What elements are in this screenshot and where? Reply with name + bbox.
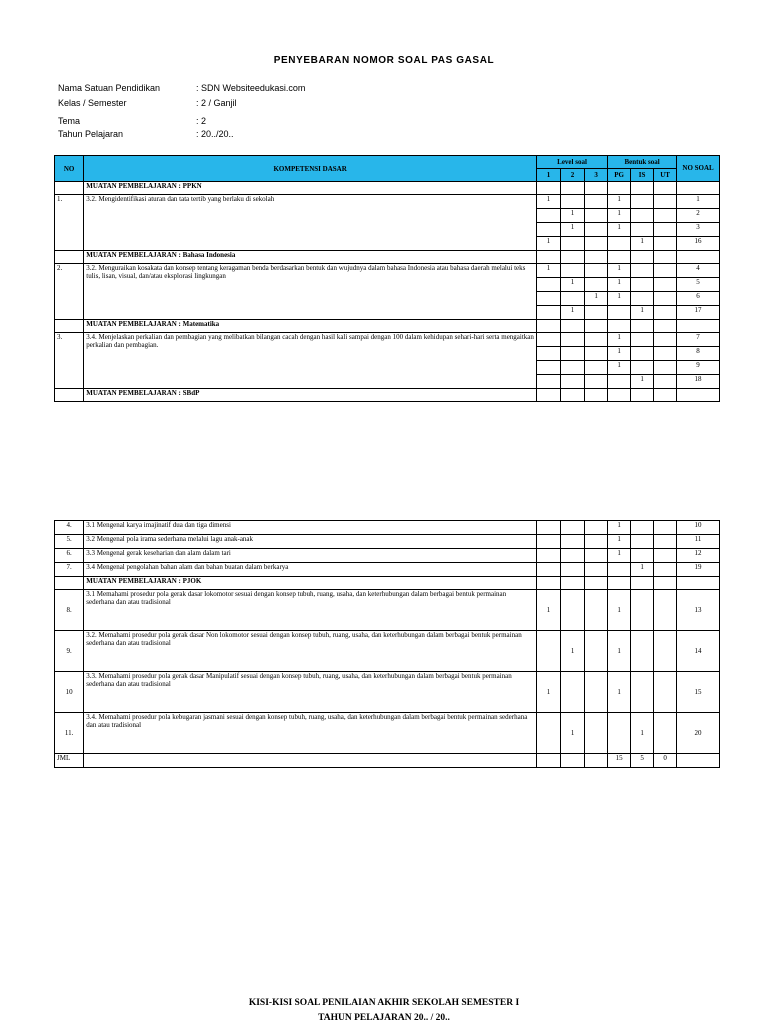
question-number: 11 bbox=[677, 535, 720, 549]
kd-text: 3.3. Memahami prosedur pola gerak dasar Manipulatif sesuai dengan konsep tubuh, ruang, usaha, dan keterhubungan dalam berbagai bentuk permainan sederhana dan atau tradisional bbox=[84, 672, 537, 713]
cell-value: 1 bbox=[608, 264, 631, 278]
table-row bbox=[55, 333, 720, 347]
cell-value: 1 bbox=[608, 223, 631, 237]
page-title: PENYEBARAN NOMOR SOAL PAS GASAL bbox=[273, 55, 495, 66]
cell-value: 1 bbox=[561, 209, 585, 223]
cell-value: 1 bbox=[536, 195, 560, 209]
kd-text: 3.3 Mengenal gerak keseharian dan alam dalam tari bbox=[84, 549, 537, 563]
cell-value: 1 bbox=[561, 631, 585, 672]
col-ut: UT bbox=[654, 169, 677, 182]
meta-value: : 2 bbox=[196, 116, 207, 126]
distribution-table-top bbox=[54, 155, 720, 402]
question-number: 3 bbox=[677, 223, 720, 237]
col-level-2: 2 bbox=[561, 169, 585, 182]
cell-value: 1 bbox=[608, 361, 631, 375]
question-number: 14 bbox=[677, 631, 720, 672]
question-number: 15 bbox=[677, 672, 720, 713]
row-number: 5. bbox=[55, 535, 84, 549]
row-number: 7. bbox=[55, 563, 84, 577]
question-number: 13 bbox=[677, 590, 720, 631]
col-pg: PG bbox=[608, 169, 631, 182]
meta-value: : SDN Websiteedukasi.com bbox=[196, 83, 306, 93]
table-row bbox=[55, 195, 720, 209]
section-row bbox=[55, 182, 720, 195]
question-number: 16 bbox=[677, 237, 720, 251]
row-number: 4. bbox=[55, 521, 84, 535]
total-ut: 0 bbox=[654, 754, 677, 768]
question-number: 8 bbox=[677, 347, 720, 361]
meta-value: : 2 / Ganjil bbox=[196, 98, 237, 108]
cell-value: 1 bbox=[631, 375, 654, 389]
meta-label: Tahun Pelajaran bbox=[58, 129, 124, 139]
cell-value: 1 bbox=[608, 195, 631, 209]
cell-value: 1 bbox=[631, 306, 654, 320]
total-label: JML bbox=[55, 754, 84, 768]
row-number: 6. bbox=[55, 549, 84, 563]
cell-value: 1 bbox=[608, 347, 631, 361]
total-pg: 15 bbox=[608, 754, 631, 768]
section-title: MUATAN PEMBELAJARAN : Bahasa Indonesia bbox=[84, 251, 537, 264]
cell-value: 1 bbox=[608, 535, 631, 549]
cell-value: 1 bbox=[608, 672, 631, 713]
cell-value: 1 bbox=[536, 264, 560, 278]
kd-text: 3.2. Memahami prosedur pola gerak dasar Non lokomotor sesuai dengan konsep tubuh, ruang, usaha, dan keterhubungan dalam berbagai bentuk permainan sederhana dan atau tradisional bbox=[84, 631, 537, 672]
question-number: 12 bbox=[677, 549, 720, 563]
cell-value: 1 bbox=[608, 590, 631, 631]
cell-value: 1 bbox=[608, 521, 631, 535]
section-title: MUATAN PEMBELAJARAN : Matematika bbox=[84, 320, 537, 333]
section-title: MUATAN PEMBELAJARAN : PPKN bbox=[84, 182, 537, 195]
total-is: 5 bbox=[631, 754, 654, 768]
kd-text: 3.2. Mengidentifikasi aturan dan tata tertib yang berlaku di sekolah bbox=[84, 195, 537, 251]
question-number: 20 bbox=[677, 713, 720, 754]
question-number: 1 bbox=[677, 195, 720, 209]
question-number: 7 bbox=[677, 333, 720, 347]
table-row bbox=[55, 672, 720, 713]
table-row bbox=[55, 563, 720, 577]
table-row bbox=[55, 264, 720, 278]
cell-value: 1 bbox=[608, 549, 631, 563]
section-row bbox=[55, 251, 720, 264]
meta-label: Kelas / Semester bbox=[58, 98, 127, 108]
col-kompetensi-dasar: KOMPETENSI DASAR bbox=[84, 156, 537, 182]
meta-value: : 20../20.. bbox=[196, 129, 234, 139]
section-row bbox=[55, 320, 720, 333]
row-number: 1. bbox=[55, 195, 84, 251]
cell-value: 1 bbox=[608, 631, 631, 672]
col-level-soal: Level soal bbox=[536, 156, 607, 169]
kd-text: 3.2 Mengenal pola irama sederhana melalui lagu anak-anak bbox=[84, 535, 537, 549]
table-row bbox=[55, 549, 720, 563]
cell-value: 1 bbox=[608, 333, 631, 347]
cell-value: 1 bbox=[561, 223, 585, 237]
table-row bbox=[55, 631, 720, 672]
kd-text: 3.4. Memahami prosedur pola kebugaran jasmani sesuai dengan konsep tubuh, ruang, usaha, dan keterhubungan dalam berbagai bentuk permainan sederhana dan atau tradisional bbox=[84, 713, 537, 754]
cell-value: 1 bbox=[631, 713, 654, 754]
col-no-soal: NO SOAL bbox=[677, 156, 720, 182]
row-number: 10 bbox=[55, 672, 84, 713]
col-is: IS bbox=[631, 169, 654, 182]
cell-value: 1 bbox=[631, 563, 654, 577]
question-number: 6 bbox=[677, 292, 720, 306]
cell-value: 1 bbox=[631, 237, 654, 251]
table-row bbox=[55, 535, 720, 549]
cell-value: 1 bbox=[608, 292, 631, 306]
question-number: 5 bbox=[677, 278, 720, 292]
distribution-table-bottom bbox=[54, 520, 720, 768]
table-row bbox=[55, 590, 720, 631]
section-title: MUATAN PEMBELAJARAN : PJOK bbox=[84, 577, 537, 590]
question-number: 2 bbox=[677, 209, 720, 223]
total-row bbox=[55, 754, 720, 768]
kd-text: 3.2. Menguraikan kosakata dan konsep tentang keragaman benda berdasarkan bentuk dan wujudnya dalam bahasa Indonesia atau bahasa daerah melalui teks tulis, lisan, visual, dan/atau eksplorasi lingkungan bbox=[84, 264, 537, 320]
question-number: 9 bbox=[677, 361, 720, 375]
meta-label: Tema bbox=[58, 116, 81, 126]
question-number: 4 bbox=[677, 264, 720, 278]
section-row bbox=[55, 389, 720, 402]
row-number: 9. bbox=[55, 631, 84, 672]
row-number: 11. bbox=[55, 713, 84, 754]
footer-title: KISI-KISI SOAL PENILAIAN AKHIR SEKOLAH SEMESTER I bbox=[248, 998, 520, 1008]
kd-text: 3.4 Mengenal pengolahan bahan alam dan bahan buatan dalam berkarya bbox=[84, 563, 537, 577]
meta-label: Nama Satuan Pendidikan bbox=[58, 83, 161, 93]
table-row bbox=[55, 713, 720, 754]
col-bentuk-soal: Bentuk soal bbox=[608, 156, 677, 169]
row-number: 8. bbox=[55, 590, 84, 631]
row-number: 2. bbox=[55, 264, 84, 320]
row-number: 3. bbox=[55, 333, 84, 389]
col-level-3: 3 bbox=[585, 169, 608, 182]
cell-value: 1 bbox=[537, 590, 561, 631]
cell-value: 1 bbox=[561, 713, 585, 754]
cell-value: 1 bbox=[561, 306, 585, 320]
kd-text: 3.1 Mengenal karya imajinatif dua dan tiga dimensi bbox=[84, 521, 537, 535]
question-number: 18 bbox=[677, 375, 720, 389]
cell-value: 1 bbox=[608, 278, 631, 292]
cell-value: 1 bbox=[561, 278, 585, 292]
col-level-1: 1 bbox=[536, 169, 560, 182]
question-number: 17 bbox=[677, 306, 720, 320]
section-title: MUATAN PEMBELAJARAN : SBdP bbox=[84, 389, 537, 402]
question-number: 10 bbox=[677, 521, 720, 535]
col-no: NO bbox=[55, 156, 84, 182]
section-row bbox=[55, 577, 720, 590]
footer-subtitle: TAHUN PELAJARAN 20.. / 20.. bbox=[318, 1013, 450, 1023]
cell-value: 1 bbox=[608, 209, 631, 223]
kd-text: 3.1 Memahami prosedur pola gerak dasar lokomotor sesuai dengan konsep tubuh, ruang, usaha, dan keterhubungan dalam berbagai bentuk permainan sederhana dan atau tradisional bbox=[84, 590, 537, 631]
cell-value: 1 bbox=[536, 237, 560, 251]
table-row bbox=[55, 521, 720, 535]
question-number: 19 bbox=[677, 563, 720, 577]
kd-text: 3.4. Menjelaskan perkalian dan pembagian yang melibatkan bilangan cacah dengan hasil kali sampai dengan 100 dalam kehidupan sehari-hari serta mengaitkan perkalian dan pembagian. bbox=[84, 333, 537, 389]
cell-value: 1 bbox=[537, 672, 561, 713]
cell-value: 1 bbox=[585, 292, 608, 306]
